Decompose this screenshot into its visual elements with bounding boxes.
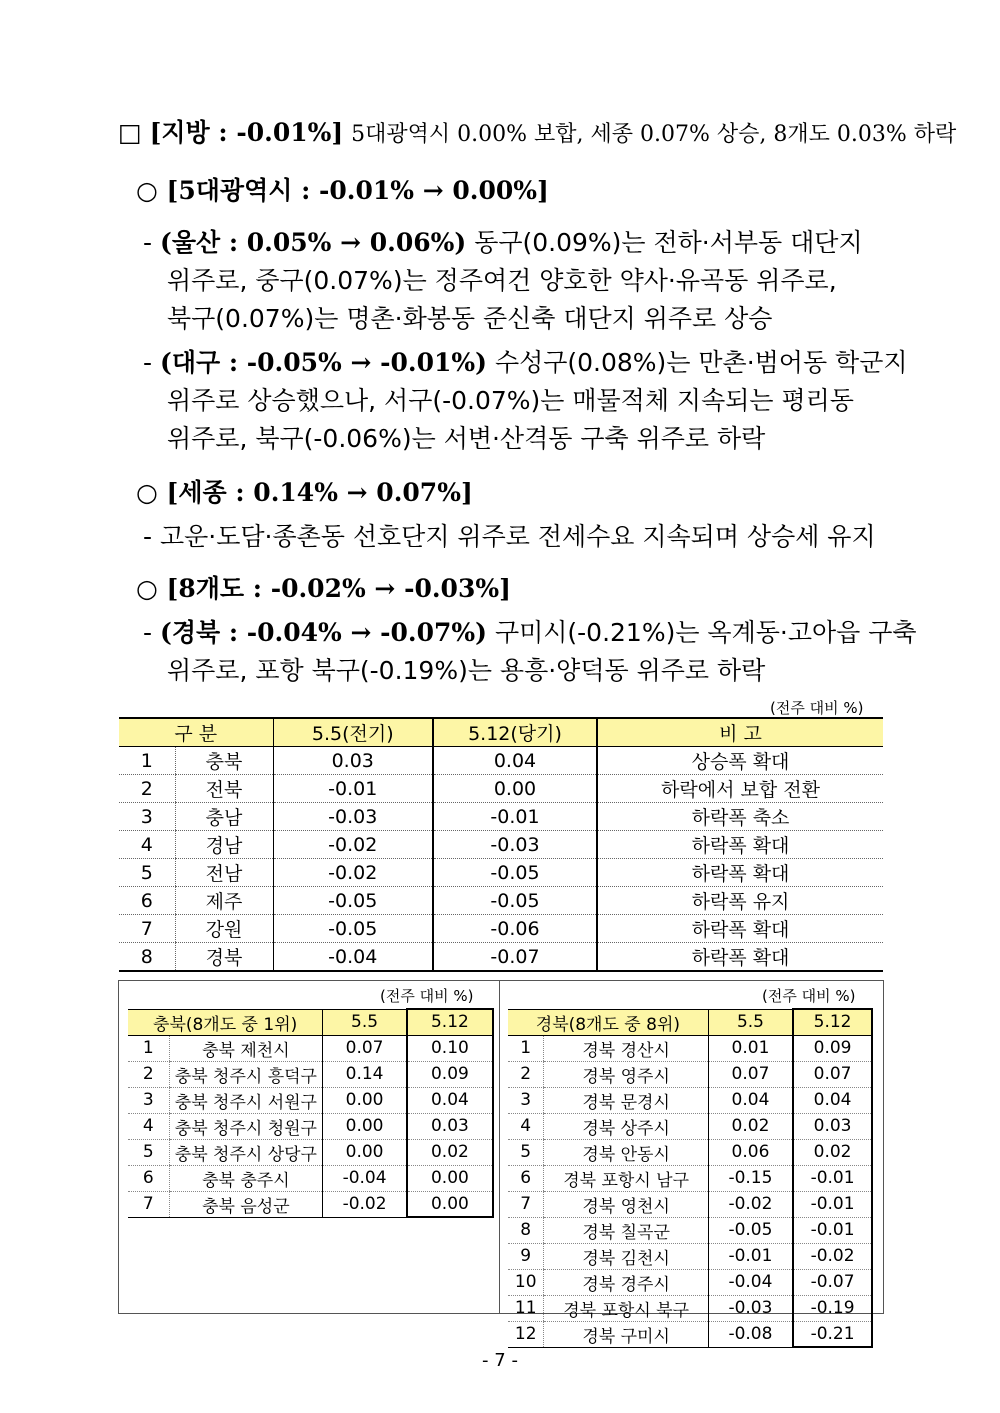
row-region: 강원 — [175, 915, 273, 943]
sejong-line-1 — [143, 518, 876, 556]
row-prev-value: -0.08 — [708, 1321, 793, 1347]
table-row — [508, 1191, 872, 1217]
row-region: 충북 제천시 — [169, 1035, 323, 1061]
row-prev-value: -0.05 — [708, 1217, 793, 1243]
row-cur-value: 0.10 — [407, 1035, 493, 1061]
header-cur: 5.12(당기) — [433, 718, 597, 747]
header-category: 구 분 — [119, 718, 273, 747]
row-cur-value: 0.04 — [407, 1087, 493, 1113]
row-prev-value: -0.02 — [273, 831, 433, 859]
row-cur-value: 0.00 — [407, 1165, 493, 1191]
row-prev-value: 0.04 — [708, 1087, 793, 1113]
row-prev-value: 0.00 — [323, 1139, 407, 1165]
table-row — [128, 1165, 493, 1191]
row-region: 전북 — [175, 775, 273, 803]
row-prev-value: 0.01 — [708, 1035, 793, 1061]
bullet-circle-icon: ○ — [136, 478, 158, 507]
row-prev-value: -0.02 — [323, 1191, 407, 1217]
row-number: 4 — [119, 831, 175, 859]
row-region: 충북 청주시 흥덕구 — [169, 1061, 323, 1087]
row-region: 경북 문경시 — [544, 1087, 708, 1113]
row-number: 2 — [119, 775, 175, 803]
row-prev-value: -0.04 — [273, 943, 433, 972]
bullet-circle-icon: ○ — [136, 176, 158, 205]
gyeongbuk-text-1: 구미시(-0.21%)는 옥계동·고아읍 구축 — [494, 618, 917, 647]
row-region: 제주 — [175, 887, 273, 915]
row-prev-value: 0.00 — [323, 1087, 407, 1113]
gyeongbuk-line-2: 위주로, 포항 북구(-0.19%)는 용흥·양덕동 위주로 하락 — [167, 656, 766, 685]
table-row — [128, 1035, 493, 1061]
header-prev: 5.5(전기) — [273, 718, 433, 747]
row-region: 충북 청주시 청원구 — [169, 1113, 323, 1139]
table-row — [128, 1139, 493, 1165]
gyeongbuk-header-prev: 5.5 — [708, 1009, 793, 1035]
daegu-line-2: 위주로 상승했으나, 서구(-0.07%)는 매물적체 지속되는 평리동 — [167, 386, 854, 415]
row-cur-value: 0.03 — [407, 1113, 493, 1139]
row-number: 12 — [508, 1321, 544, 1347]
dash-bullet: - — [143, 348, 153, 377]
table-row — [508, 1321, 872, 1347]
row-number: 3 — [508, 1087, 544, 1113]
row-cur-value: 0.07 — [793, 1061, 872, 1087]
row-number: 7 — [508, 1191, 544, 1217]
table-row — [508, 1113, 872, 1139]
main-table-note: (전주 대비 %) — [770, 699, 864, 717]
row-region: 충북 청주시 서원구 — [169, 1087, 323, 1113]
chungbuk-title: 충북(8개도 중 1위) — [128, 1009, 323, 1035]
row-remark: 하락에서 보합 전환 — [597, 775, 883, 803]
row-number: 4 — [128, 1113, 169, 1139]
chungbuk-table-body — [128, 1035, 493, 1217]
row-remark: 하락폭 유지 — [597, 887, 883, 915]
row-prev-value: -0.03 — [273, 803, 433, 831]
table-row — [508, 1139, 872, 1165]
row-number: 10 — [508, 1269, 544, 1295]
row-number: 5 — [128, 1139, 169, 1165]
gyeongbuk-line-1 — [143, 614, 917, 652]
ulsan-line-1 — [143, 224, 863, 262]
row-prev-value: -0.03 — [708, 1295, 793, 1321]
table-row — [128, 1087, 493, 1113]
row-region: 경북 김천시 — [544, 1243, 708, 1269]
table-row — [119, 859, 883, 887]
row-cur-value: -0.01 — [793, 1191, 872, 1217]
dash-bullet: - — [143, 228, 153, 257]
row-number: 1 — [119, 747, 175, 775]
daegu-head: (대구 : -0.05% → -0.01%) — [159, 348, 487, 377]
row-remark: 상승폭 확대 — [597, 747, 883, 775]
province-table-body — [119, 747, 883, 972]
row-prev-value: 0.02 — [708, 1113, 793, 1139]
row-cur-value: 0.04 — [793, 1087, 872, 1113]
summary-text: 5대광역시 0.00% 보합, 세종 0.07% 상승, 8개도 0.03% 하락 — [351, 122, 957, 147]
summary-line — [118, 114, 956, 154]
row-prev-value: -0.05 — [273, 887, 433, 915]
daegu-text-1: 수성구(0.08%)는 만촌·범어동 학군지 — [494, 348, 908, 377]
row-region: 충북 음성군 — [169, 1191, 323, 1217]
row-region: 경남 — [175, 831, 273, 859]
row-number: 1 — [128, 1035, 169, 1061]
row-region: 충북 충주시 — [169, 1165, 323, 1191]
row-remark: 하락폭 확대 — [597, 859, 883, 887]
row-number: 2 — [508, 1061, 544, 1087]
row-region: 경북 경주시 — [544, 1269, 708, 1295]
left-table-note: (전주 대비 %) — [380, 987, 474, 1005]
ulsan-line-2: 위주로, 중구(0.07%)는 정주여건 양호한 약사·유곡동 위주로, — [167, 266, 837, 295]
table-row — [508, 1217, 872, 1243]
row-prev-value: 0.03 — [273, 747, 433, 775]
row-cur-value: 0.00 — [407, 1191, 493, 1217]
daegu-line-3: 위주로, 북구(-0.06%)는 서변·산격동 구축 위주로 하락 — [167, 424, 766, 453]
gyeongbuk-table-header — [508, 1009, 872, 1035]
bullet-circle-icon: ○ — [136, 574, 158, 603]
row-cur-value: 0.02 — [793, 1139, 872, 1165]
row-region: 경북 — [175, 943, 273, 972]
row-number: 6 — [508, 1165, 544, 1191]
row-remark: 하락폭 확대 — [597, 943, 883, 972]
metro-title: [5대광역시 : -0.01% → 0.00%] — [166, 176, 549, 205]
table-row — [508, 1243, 872, 1269]
sejong-heading — [136, 474, 473, 512]
row-region: 경북 상주시 — [544, 1113, 708, 1139]
provinces-heading — [136, 570, 511, 608]
row-number: 6 — [119, 887, 175, 915]
row-region: 경북 경산시 — [544, 1035, 708, 1061]
row-remark: 하락폭 확대 — [597, 915, 883, 943]
row-prev-value: -0.04 — [323, 1165, 407, 1191]
table-row — [508, 1165, 872, 1191]
right-table-note: (전주 대비 %) — [762, 987, 856, 1005]
row-number: 3 — [128, 1087, 169, 1113]
row-cur-value: -0.05 — [433, 859, 597, 887]
row-region: 경북 영주시 — [544, 1061, 708, 1087]
row-cur-value: -0.01 — [433, 803, 597, 831]
table-row — [119, 775, 883, 803]
row-number: 6 — [128, 1165, 169, 1191]
row-cur-value: 0.09 — [793, 1035, 872, 1061]
summary-head: [지방 : -0.01%] — [149, 118, 344, 147]
chungbuk-header-prev: 5.5 — [323, 1009, 407, 1035]
dash-bullet: - — [143, 522, 153, 551]
page-number: - 7 - — [482, 1350, 518, 1371]
row-cur-value: 0.03 — [793, 1113, 872, 1139]
row-number: 8 — [119, 943, 175, 972]
gyeongbuk-title: 경북(8개도 중 8위) — [508, 1009, 708, 1035]
daegu-line-1 — [143, 344, 908, 382]
dash-bullet: - — [143, 618, 153, 647]
row-prev-value: -0.01 — [273, 775, 433, 803]
row-prev-value: -0.15 — [708, 1165, 793, 1191]
sejong-text: 고운·도담·종촌동 선호단지 위주로 전세수요 지속되며 상승세 유지 — [159, 522, 876, 551]
row-number: 9 — [508, 1243, 544, 1269]
row-cur-value: 0.00 — [433, 775, 597, 803]
table-row — [508, 1087, 872, 1113]
row-cur-value: -0.07 — [433, 943, 597, 972]
table-row — [128, 1113, 493, 1139]
row-prev-value: 0.14 — [323, 1061, 407, 1087]
row-cur-value: -0.01 — [793, 1165, 872, 1191]
row-region: 경북 안동시 — [544, 1139, 708, 1165]
row-region: 경북 영천시 — [544, 1191, 708, 1217]
row-region: 경북 포항시 북구 — [544, 1295, 708, 1321]
table-row — [119, 915, 883, 943]
row-prev-value: -0.01 — [708, 1243, 793, 1269]
row-region: 경북 칠곡군 — [544, 1217, 708, 1243]
provinces-title: [8개도 : -0.02% → -0.03%] — [166, 574, 511, 603]
row-prev-value: 0.07 — [708, 1061, 793, 1087]
row-cur-value: 0.02 — [407, 1139, 493, 1165]
row-cur-value: -0.19 — [793, 1295, 872, 1321]
metro-heading — [136, 172, 549, 210]
row-number: 7 — [119, 915, 175, 943]
row-number: 7 — [128, 1191, 169, 1217]
province-table — [119, 717, 883, 972]
table-row — [119, 831, 883, 859]
chungbuk-header-cur: 5.12 — [407, 1009, 493, 1035]
row-cur-value: 0.04 — [433, 747, 597, 775]
row-number: 5 — [508, 1139, 544, 1165]
row-region: 전남 — [175, 859, 273, 887]
row-number: 5 — [119, 859, 175, 887]
table-row — [119, 747, 883, 775]
sejong-title: [세종 : 0.14% → 0.07%] — [166, 478, 473, 507]
row-region: 충남 — [175, 803, 273, 831]
ulsan-line-3: 북구(0.07%)는 명촌·화봉동 준신축 대단지 위주로 상승 — [167, 304, 773, 333]
ulsan-head: (울산 : 0.05% → 0.06%) — [159, 228, 467, 257]
row-region: 경북 포항시 남구 — [544, 1165, 708, 1191]
row-cur-value: -0.05 — [433, 887, 597, 915]
row-prev-value: -0.04 — [708, 1269, 793, 1295]
province-table-header — [119, 718, 883, 747]
row-remark: 하락폭 확대 — [597, 831, 883, 859]
row-prev-value: -0.02 — [708, 1191, 793, 1217]
row-cur-value: -0.02 — [793, 1243, 872, 1269]
chungbuk-table-header — [128, 1009, 493, 1035]
gyeongbuk-head: (경북 : -0.04% → -0.07%) — [159, 618, 487, 647]
row-cur-value: -0.06 — [433, 915, 597, 943]
chungbuk-table — [128, 1008, 494, 1218]
row-number: 11 — [508, 1295, 544, 1321]
table-row — [128, 1191, 493, 1217]
row-number: 3 — [119, 803, 175, 831]
row-prev-value: 0.07 — [323, 1035, 407, 1061]
row-number: 4 — [508, 1113, 544, 1139]
row-region: 경북 구미시 — [544, 1321, 708, 1347]
row-prev-value: 0.00 — [323, 1113, 407, 1139]
row-number: 2 — [128, 1061, 169, 1087]
gyeongbuk-table-body — [508, 1035, 872, 1347]
header-remark: 비 고 — [597, 718, 883, 747]
table-row — [508, 1295, 872, 1321]
row-cur-value: -0.21 — [793, 1321, 872, 1347]
row-remark: 하락폭 축소 — [597, 803, 883, 831]
row-region: 충북 청주시 상당구 — [169, 1139, 323, 1165]
table-row — [508, 1061, 872, 1087]
checkbox-square-icon: □ — [118, 118, 142, 147]
table-row — [119, 887, 883, 915]
row-prev-value: 0.06 — [708, 1139, 793, 1165]
table-row — [119, 943, 883, 972]
table-row — [128, 1061, 493, 1087]
table-row — [508, 1035, 872, 1061]
row-cur-value: 0.09 — [407, 1061, 493, 1087]
row-number: 8 — [508, 1217, 544, 1243]
box-divider — [499, 981, 500, 1313]
ulsan-text-1: 동구(0.09%)는 전하·서부동 대단지 — [474, 228, 863, 257]
row-prev-value: -0.02 — [273, 859, 433, 887]
row-prev-value: -0.05 — [273, 915, 433, 943]
row-region: 충북 — [175, 747, 273, 775]
gyeongbuk-header-cur: 5.12 — [793, 1009, 872, 1035]
row-number: 1 — [508, 1035, 544, 1061]
row-cur-value: -0.03 — [433, 831, 597, 859]
table-row — [119, 803, 883, 831]
row-cur-value: -0.01 — [793, 1217, 872, 1243]
row-cur-value: -0.07 — [793, 1269, 872, 1295]
gyeongbuk-table — [508, 1008, 873, 1348]
table-row — [508, 1269, 872, 1295]
